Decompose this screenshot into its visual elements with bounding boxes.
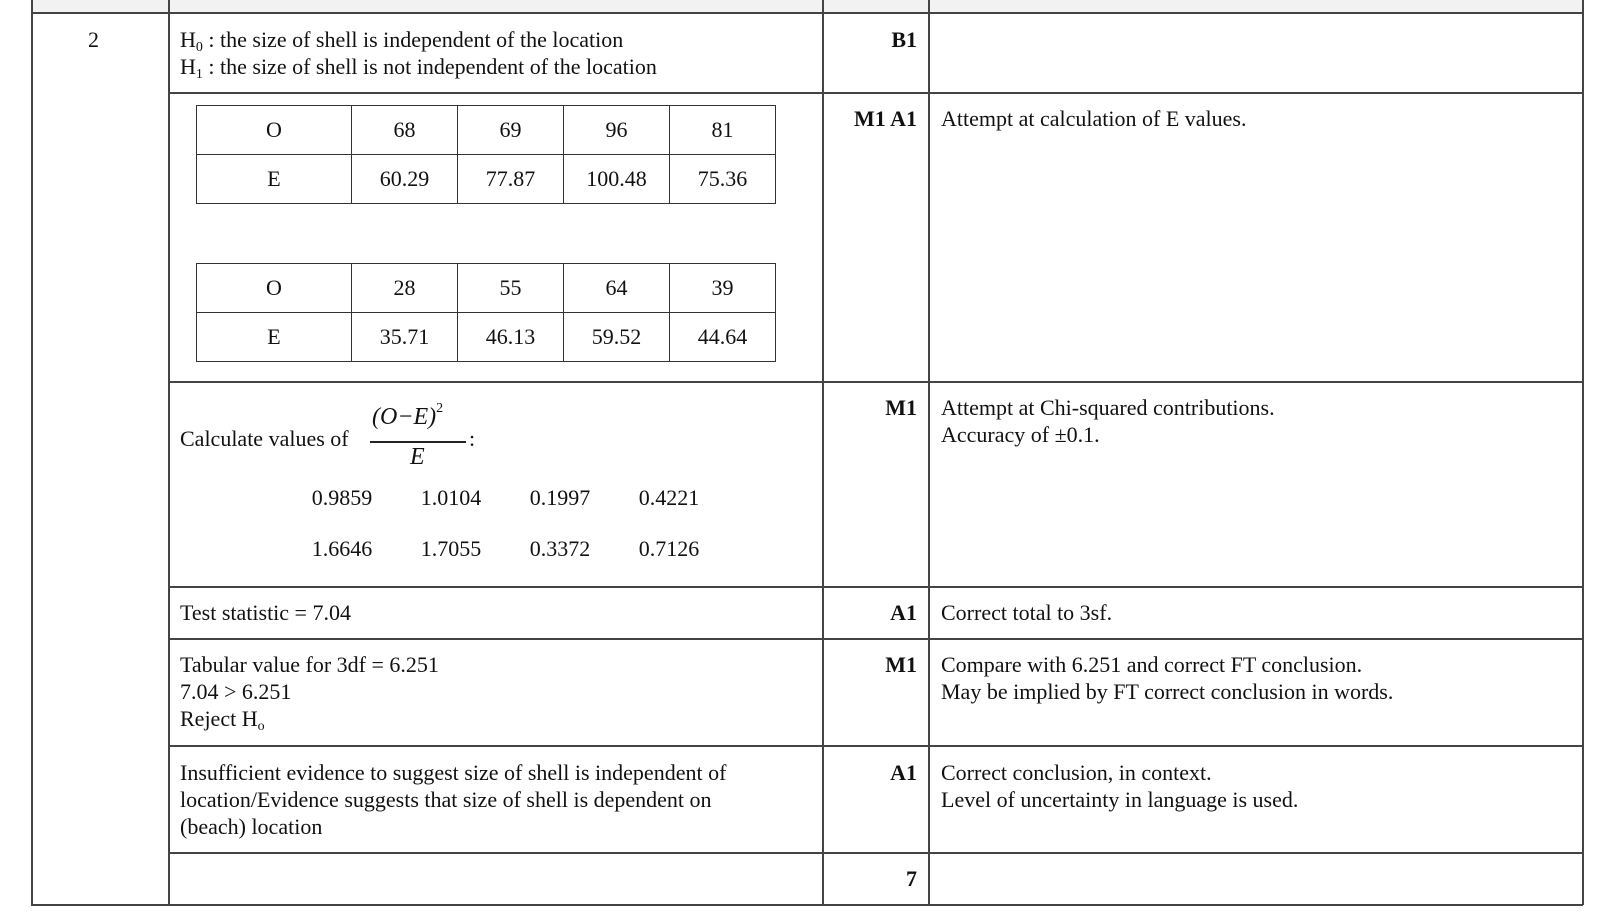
mark-a1: A1 <box>890 600 917 625</box>
column-divider <box>168 0 170 905</box>
table-cell: 59.52 <box>564 313 670 362</box>
guidance-contributions-2: Accuracy of ±0.1. <box>941 422 1100 447</box>
reject-h0: Reject $H_o$ <box>180 706 265 734</box>
contribution-value: 0.3372 <box>529 536 591 561</box>
contribution-value: 1.0104 <box>420 485 482 510</box>
row-label: E <box>197 155 352 204</box>
row-divider <box>168 586 1583 588</box>
contribution-value: 1.6646 <box>311 536 373 561</box>
formula-denominator: E <box>410 444 425 470</box>
mark-b1: B1 <box>891 27 917 52</box>
table-cell: 64 <box>564 264 670 313</box>
row-divider <box>168 381 1583 383</box>
row-divider <box>31 12 1583 14</box>
conclusion-line: (beach) location <box>180 814 323 839</box>
row-divider <box>168 745 1583 747</box>
expected-table-2 <box>196 263 776 362</box>
table-cell: 68 <box>352 106 458 155</box>
contributions-intro: Calculate values of <box>180 426 349 451</box>
observed-row <box>197 264 776 313</box>
table-cell: 44.64 <box>670 313 776 362</box>
table-cell: 96 <box>564 106 670 155</box>
row-divider <box>168 92 1583 94</box>
table-bottom-border <box>31 904 1583 906</box>
guidance-tabular-2: May be implied by FT correct conclusion in words. <box>941 679 1394 704</box>
conclusion-line: Insufficient evidence to suggest size of shell is independent of <box>180 760 727 785</box>
mark-m1-a1: M1 A1 <box>854 106 917 131</box>
table-cell: 69 <box>458 106 564 155</box>
null-hypothesis: $H_0$ : the size of shell is independent of the location <box>180 27 624 55</box>
expected-table-1 <box>196 105 776 204</box>
column-divider <box>928 0 930 905</box>
guidance-tabular-1: Compare with 6.251 and correct FT conclusion. <box>941 652 1363 677</box>
observed-row <box>197 106 776 155</box>
formula-colon: : <box>469 426 476 451</box>
table-cell: 100.48 <box>564 155 670 204</box>
contribution-value: 0.4221 <box>638 485 700 510</box>
guidance-contributions-1: Attempt at Chi-squared contributions. <box>941 395 1275 420</box>
contribution-value: 0.9859 <box>311 485 373 510</box>
test-statistic: Test statistic = 7.04 <box>180 600 351 625</box>
row-divider <box>168 852 1583 854</box>
table-cell: 81 <box>670 106 776 155</box>
total-marks: 7 <box>906 866 917 891</box>
expected-row <box>197 313 776 362</box>
header-strip <box>31 0 1583 12</box>
table-cell: 75.36 <box>670 155 776 204</box>
row-label: E <box>197 313 352 362</box>
row-divider <box>168 638 1583 640</box>
comparison: 7.04 > 6.251 <box>180 679 292 704</box>
table-cell: 28 <box>352 264 458 313</box>
table-cell: 46.13 <box>458 313 564 362</box>
contribution-value: 1.7055 <box>420 536 482 561</box>
question-number: 2 <box>88 27 99 52</box>
table-cell: 77.87 <box>458 155 564 204</box>
column-divider <box>31 0 33 905</box>
mark-m1: M1 <box>885 652 917 677</box>
table-cell: 60.29 <box>352 155 458 204</box>
column-divider <box>1582 0 1584 905</box>
contribution-value: 0.1997 <box>529 485 591 510</box>
mark-a1: A1 <box>890 760 917 785</box>
table-cell: 39 <box>670 264 776 313</box>
row-label: O <box>197 106 352 155</box>
alternative-hypothesis: $H_1$ : the size of shell is not independent of the location <box>180 54 657 82</box>
guidance-conclusion-2: Level of uncertainty in language is used. <box>941 787 1299 812</box>
table-cell: 35.71 <box>352 313 458 362</box>
row-label: O <box>197 264 352 313</box>
formula-numerator: $(O-E)^2$ <box>372 401 444 430</box>
table-cell: 55 <box>458 264 564 313</box>
column-divider <box>822 0 824 905</box>
guidance-test-statistic: Correct total to 3sf. <box>941 600 1113 625</box>
tabular-value: Tabular value for 3df = 6.251 <box>180 652 439 677</box>
guidance-expected: Attempt at calculation of E values. <box>941 106 1247 131</box>
contribution-value: 0.7126 <box>638 536 700 561</box>
conclusion-line: location/Evidence suggests that size of shell is dependent on <box>180 787 712 812</box>
mark-m1: M1 <box>885 395 917 420</box>
expected-row <box>197 155 776 204</box>
fraction-bar <box>370 441 466 443</box>
guidance-conclusion-1: Correct conclusion, in context. <box>941 760 1212 785</box>
